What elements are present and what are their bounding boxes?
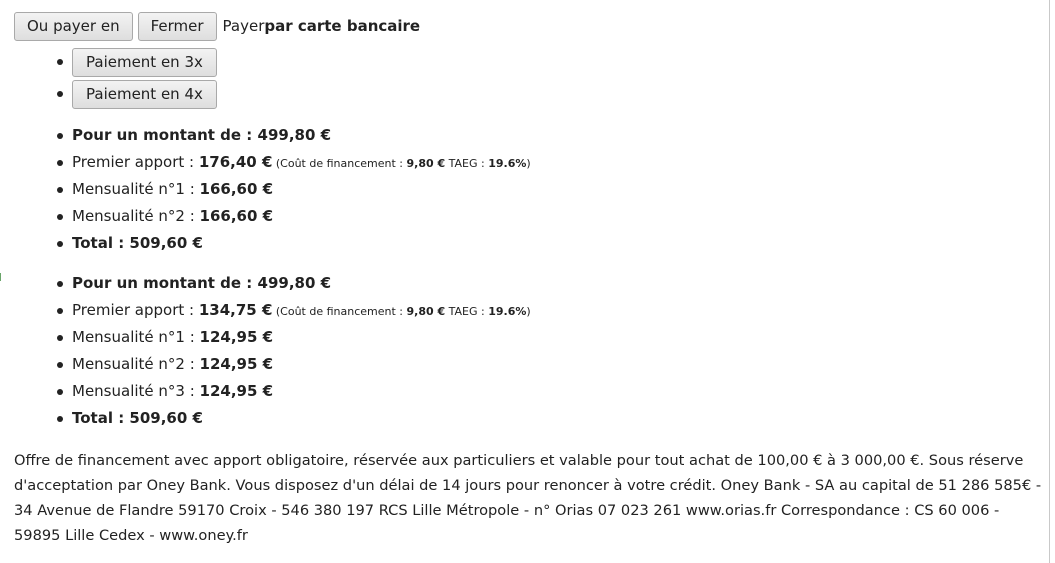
plan-installment: Mensualité n°2 : 124,95 € [55,351,531,378]
installment-options [55,46,217,110]
where-to-pay-button[interactable]: Ou payer en [14,12,133,41]
plan-total: Total : 509,60 € [55,230,531,257]
plan-first-payment: Premier apport : 176,40 € (Coût de financement : 9,80 € TAEG : 19.6%) [55,149,531,176]
panel-divider [1049,0,1050,563]
payment-toolbar [14,11,420,41]
close-button[interactable]: Fermer [138,12,217,41]
plan-installment: Mensualité n°2 : 166,60 € [55,203,531,230]
pay-method-label [223,17,421,35]
plan-4x-details [55,270,531,432]
plan-amount: Pour un montant de : 499,80 € [55,122,531,149]
pay-in-4x-button[interactable]: Paiement en 4x [72,80,217,109]
edge-marker [0,273,5,281]
plan-total: Total : 509,60 € [55,405,531,432]
plan-installment: Mensualité n°3 : 124,95 € [55,378,531,405]
option-item-3x [55,46,217,78]
pay-prefix: Payer [222,17,265,35]
financing-cost: (Coût de financement : 9,80 € TAEG : 19.6%) [272,157,531,170]
plan-amount: Pour un montant de : 499,80 € [55,270,531,297]
plan-first-payment: Premier apport : 134,75 € (Coût de financement : 9,80 € TAEG : 19.6%) [55,297,531,324]
option-item-4x [55,78,217,110]
plan-installment: Mensualité n°1 : 124,95 € [55,324,531,351]
plan-installment: Mensualité n°1 : 166,60 € [55,176,531,203]
legal-notice: Offre de financement avec apport obligatoire, réservée aux particuliers et valable pour tout achat de 100,00 € à 3 000,00 €. Sous réserve d'acceptation par Oney Bank. Vous disposez d'un délai de 14 jours pour renoncer à votre crédit. Oney Bank - SA au capital de 51 286 585€ - 34 Avenue de Flandre 59170 Croix - 546 380 197 RCS Lille Métropole - n° Orias 07 023 261 www.orias.fr Correspondance : CS 60 006 - 59895 Lille Cedex - www.oney.fr [14,452,1042,544]
financing-cost: (Coût de financement : 9,80 € TAEG : 19.6%) [272,305,531,318]
pay-method: par carte bancaire [264,17,421,35]
pay-in-3x-button[interactable]: Paiement en 3x [72,48,217,77]
plan-3x-details [55,122,531,257]
